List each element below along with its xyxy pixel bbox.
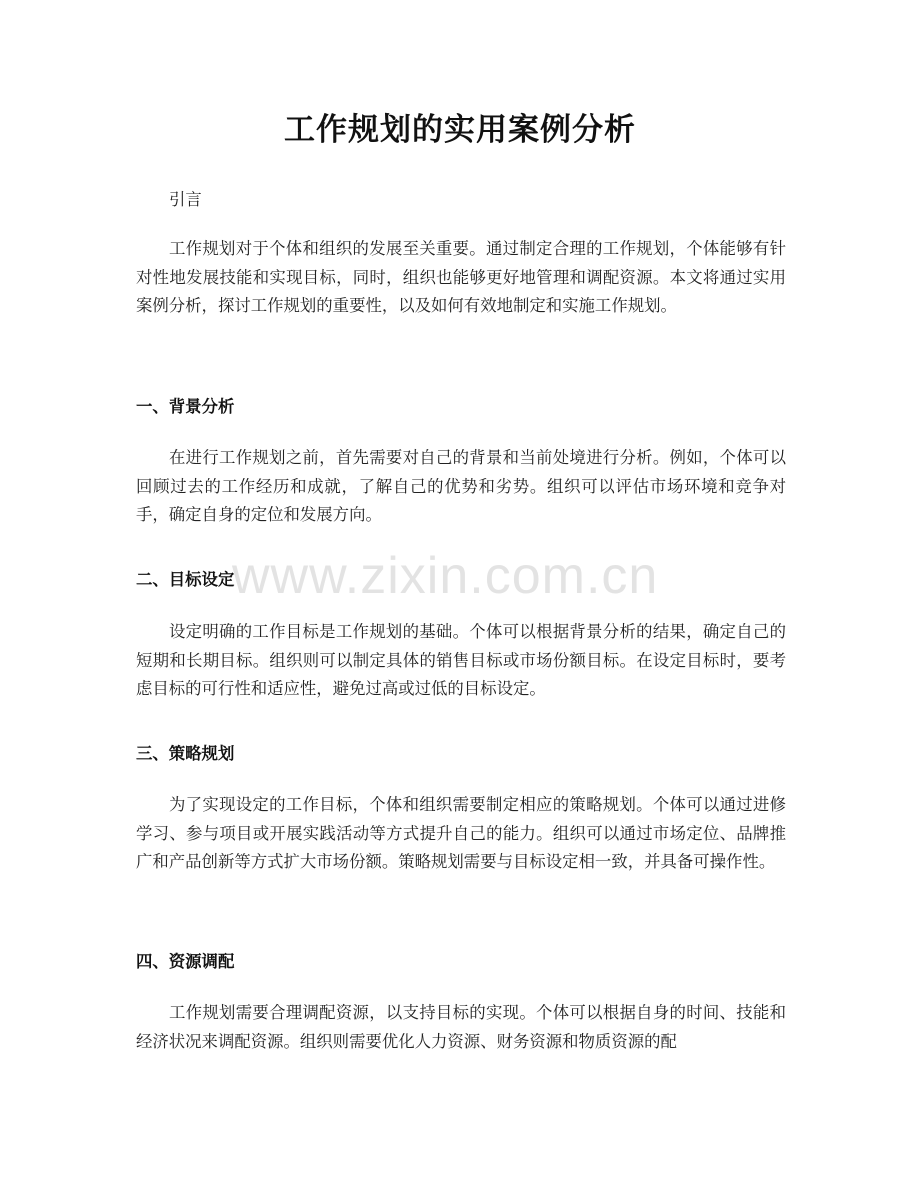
section-paragraph: 设定明确的工作目标是工作规划的基础。个体可以根据背景分析的结果，确定自己的短期和长期目标。组织则可以制定具体的销售目标或市场份额目标。在设定目标时，要考虑目标的可行性和适应性，避免过高或过低的目标设定。	[136, 622, 786, 699]
intro-block	[136, 235, 786, 321]
watermark-text: www.zixin.com.cn	[232, 547, 659, 605]
intro-label-block	[136, 186, 786, 215]
section-heading: 一、背景分析	[136, 397, 235, 416]
document-title: 工作规划的实用案例分析	[284, 112, 636, 148]
section-resources	[136, 948, 786, 976]
section-paragraph: 在进行工作规划之前，首先需要对自己的背景和当前处境进行分析。例如，个体可以回顾过去的工作经历和成就，了解自己的优势和劣势。组织可以评估市场环境和竞争对手，确定自身的定位和发展方向。	[136, 448, 786, 525]
section-background	[136, 393, 786, 421]
section-resources-body	[136, 999, 786, 1056]
section-heading: 四、资源调配	[136, 952, 235, 971]
section-heading: 三、策略规划	[136, 744, 235, 763]
section-paragraph: 为了实现设定的工作目标，个体和组织需要制定相应的策略规划。个体可以通过进修学习、参与项目或开展实践活动等方式提升自己的能力。组织可以通过市场定位、品牌推广和产品创新等方式扩大市场份额。策略规划需要与目标设定相一致，并具备可操作性。	[136, 795, 786, 872]
intro-paragraph: 工作规划对于个体和组织的发展至关重要。通过制定合理的工作规划，个体能够有针对性地发展技能和实现目标，同时，组织也能够更好地管理和调配资源。本文将通过实用案例分析，探讨工作规划的重要性，以及如何有效地制定和实施工作规划。	[136, 239, 786, 316]
intro-label: 引言	[169, 190, 202, 209]
section-goals-body	[136, 618, 786, 704]
section-background-body	[136, 444, 786, 530]
section-strategy-body	[136, 791, 786, 877]
section-paragraph: 工作规划需要合理调配资源，以支持目标的实现。个体可以根据自身的时间、技能和经济状况来调配资源。组织则需要优化人力资源、财务资源和物质资源的配	[136, 1003, 786, 1051]
section-strategy	[136, 740, 786, 768]
section-goals	[136, 566, 786, 594]
section-heading: 二、目标设定	[136, 570, 235, 589]
